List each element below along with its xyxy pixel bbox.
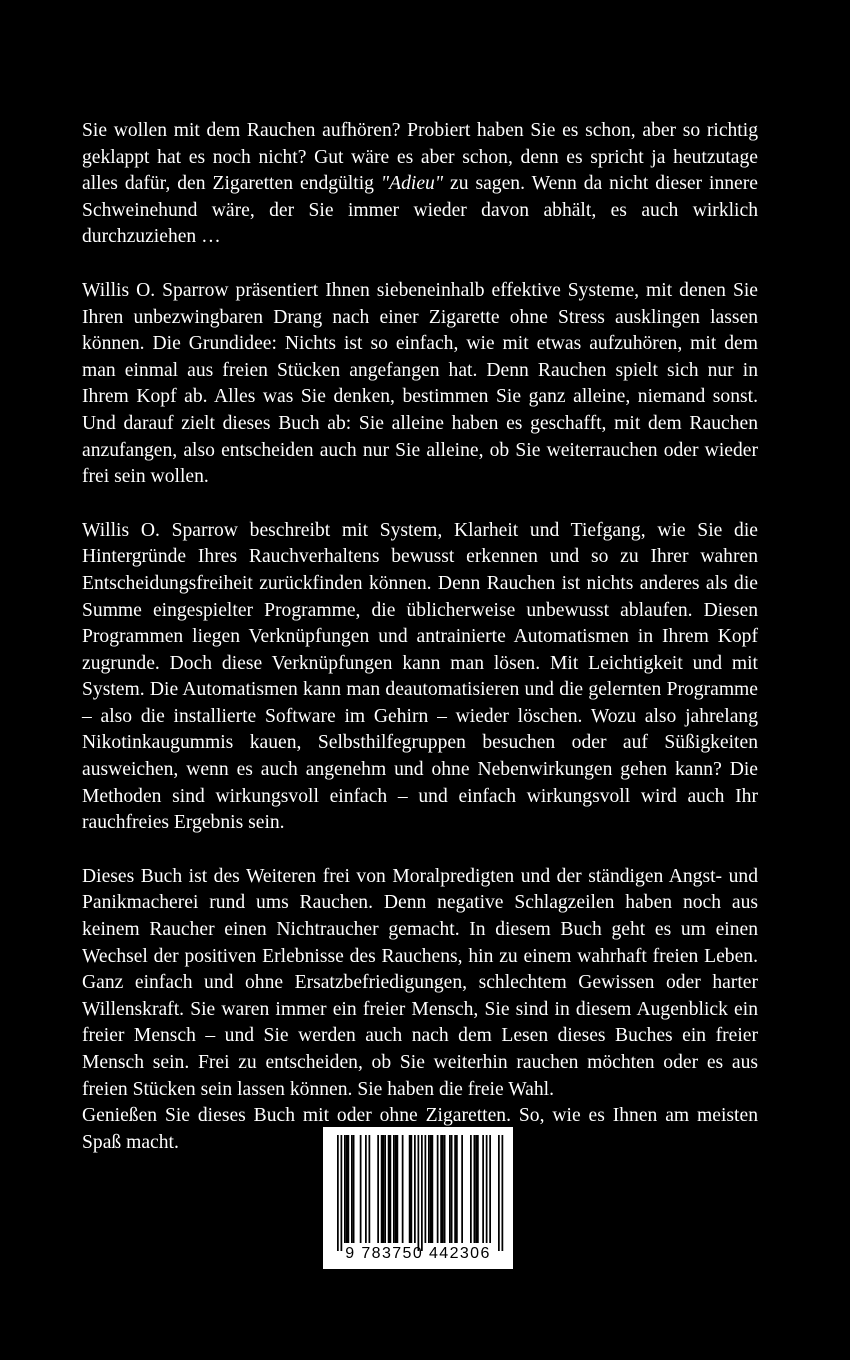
barcode-bar	[395, 1135, 397, 1243]
barcode-bar	[461, 1135, 463, 1243]
barcode-bar	[388, 1135, 390, 1243]
barcode-bar	[425, 1135, 427, 1243]
barcode-bar	[470, 1135, 472, 1243]
barcode-bar	[344, 1135, 346, 1243]
barcode-bar	[341, 1135, 343, 1251]
barcode-bar	[409, 1135, 411, 1243]
barcode-bar	[353, 1135, 355, 1243]
barcode-bar	[449, 1135, 451, 1243]
barcode-bar	[502, 1135, 504, 1251]
barcode-bar	[411, 1135, 413, 1243]
barcode-bar	[442, 1135, 444, 1243]
barcode-bar	[402, 1135, 404, 1243]
barcode-bar	[383, 1135, 385, 1243]
barcode-bar	[432, 1135, 434, 1243]
barcode-bar	[456, 1135, 458, 1243]
barcode-bar	[390, 1135, 392, 1243]
barcode-bar	[365, 1135, 367, 1243]
barcode-bar	[428, 1135, 430, 1243]
intro-text-end: zu sagen. Wenn da nicht dieser innere Schweinehund wäre, der Sie immer wieder davon abhält, es auch wirklich durchzuziehen …	[82, 173, 758, 248]
paragraph-closing: Genießen Sie dieses Buch mit oder ohne Zigaretten. So, wie es Ihnen am meisten Spaß macht.	[82, 1105, 758, 1153]
barcode-bar	[414, 1135, 416, 1243]
barcode-bar	[477, 1135, 479, 1243]
intro-text-start: Sie wollen mit dem Rauchen aufhören? Probiert haben Sie es schon, aber so richtig geklappt hat es noch nicht? Gut wäre es aber schon, denn es spricht ja heutzutage alles dafür, den Zigaretten endgültig	[82, 120, 758, 195]
barcode-bar	[418, 1135, 420, 1251]
barcode-bar	[482, 1135, 484, 1243]
barcode-bar	[337, 1135, 339, 1251]
barcode-bar	[346, 1135, 348, 1243]
barcode-bar	[369, 1135, 371, 1243]
barcode-bar	[474, 1135, 476, 1243]
barcode-bar	[397, 1135, 399, 1243]
barcode-bar	[454, 1135, 456, 1243]
barcode-bar	[351, 1135, 353, 1243]
barcode-bar	[451, 1135, 453, 1243]
isbn-number: 9 783750 442306	[345, 1245, 491, 1262]
adieu-emphasis: "Adieu"	[380, 173, 444, 195]
paragraph-systems: Willis O. Sparrow präsentiert Ihnen siebeneinhalb effektive Systeme, mit denen Sie Ihren unbezwingbaren Drang nach einer Zigarette ohne Stress ausklingen lassen können. Die Grundidee: Nichts ist so einfach, wie mit etwas aufzuhören, mit dem man einmal aus freien Stücken angefangen hat. Denn Rauchen spielt sich nur in Ihrem Kopf ab. Alles was Sie denken, bestimmen Sie ganz alleine, niemand sonst. Und darauf zielt dieses Buch ab: Sie alleine haben es geschafft, mit dem Rauchen anzufangen, also entscheiden auch nur Sie alleine, ob Sie weiterrauchen oder wieder frei sein wollen.	[82, 279, 758, 488]
isbn-barcode	[323, 1127, 513, 1269]
blurb-text	[82, 118, 758, 1156]
barcode-bar	[348, 1135, 350, 1243]
barcode-bar	[430, 1135, 432, 1243]
barcode-bar	[440, 1135, 442, 1243]
barcode-bar	[421, 1135, 423, 1251]
barcode-bar	[437, 1135, 439, 1243]
barcode-bar	[381, 1135, 383, 1243]
paragraph-free-choice: Dieses Buch ist des Weiteren frei von Moralpredigten und der ständigen Angst- und Panikmacherei rund ums Rauchen. Denn negative Schlagzeilen haben noch aus keinem Raucher einen Nichtraucher gemacht. In diesem Buch geht es um einen Wechsel der positiven Erlebnisse des Rauchens, hin zu einem wahrhaft freien Leben. Ganz einfach und ohne Ersatzbefriedigungen, schlechtem Gewissen oder harter Willenskraft. Sie waren immer ein freier Mensch, Sie sind in diesem Augenblick ein freier Mensch – und Sie werden auch nach dem Lesen dieses Buches ein freier Mensch sein. Frei zu entscheiden, ob Sie weiterhin rauchen möchten oder es aus freien Stücken sein lassen können. Sie haben die freie Wahl.	[82, 865, 758, 1100]
barcode-bar	[489, 1135, 491, 1243]
barcode-bar	[360, 1135, 362, 1243]
paragraph-intro	[82, 118, 758, 251]
barcode-bar	[444, 1135, 446, 1243]
barcode-bar	[486, 1135, 488, 1243]
barcode-bar	[498, 1135, 500, 1251]
barcode-bar	[393, 1135, 395, 1243]
paragraph-method: Willis O. Sparrow beschreibt mit System, Klarheit und Tiefgang, wie Sie die Hintergründe Ihres Rauchverhaltens bewusst erkennen und so zu Ihrer wahren Entscheidungsfreiheit zurückfinden können. Denn Rauchen ist nichts anderes als die Summe eingespielter Programme, die üblicherweise unbewusst ablaufen. Diesen Programmen liegen Verknüpfungen und antrainierte Automatismen in Ihrem Kopf zugrunde. Doch diese Verknüpfungen kann man lösen. Mit Leichtigkeit und mit System. Die Automatismen kann man deautomatisieren und die gelernten Programme – also die installierte Software im Gehirn – wieder löschen. Wozu also jahrelang Nikotinkaugummis kauen, Selbsthilfegruppen besuchen oder auf Süßigkeiten ausweichen, wenn es auch angenehm und ohne Nebenwirkungen gehen kann? Die Methoden sind wirkungsvoll einfach – und einfach wirkungsvoll wird auch Ihr rauchfreies Ergebnis sein.	[82, 519, 758, 834]
barcode-bar	[475, 1135, 477, 1243]
barcode-bar	[377, 1135, 379, 1243]
barcode-bar	[384, 1135, 386, 1243]
